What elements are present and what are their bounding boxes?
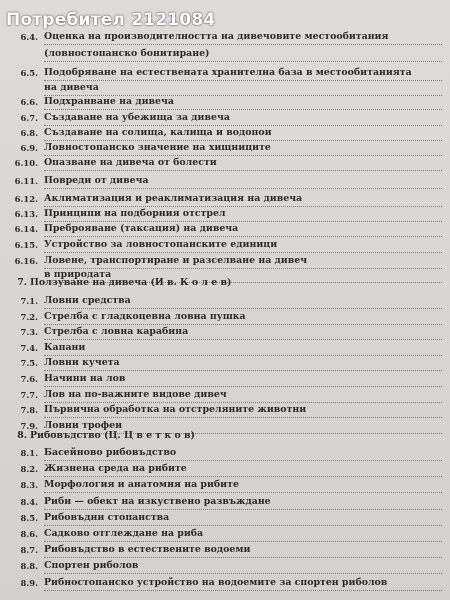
toc-entry-number: 6.13.: [14, 209, 38, 219]
chapter-8-heading: [0, 430, 450, 444]
toc-entry-number: 7.6.: [20, 374, 38, 384]
leader-dots: [44, 155, 442, 156]
toc-entry: [0, 127, 450, 141]
toc-entry: [0, 373, 450, 387]
toc-entry-number: 7.5.: [20, 358, 38, 369]
toc-entry-number: 7.3.: [20, 327, 38, 338]
chapter-title: Рибовъдство (Ц. Ц в е т к о в): [30, 430, 195, 441]
toc-entry: [0, 67, 450, 81]
toc-entry-title: Жизнена среда на рибите: [44, 463, 187, 475]
toc-entry-number: 6.10.: [14, 158, 38, 168]
user-watermark: Потребител 2121084: [6, 10, 216, 30]
toc-entry: [0, 295, 450, 309]
toc-entry-title: Преброяване (таксация) на дивеча: [44, 223, 239, 234]
leader-dots: [44, 188, 442, 189]
toc-entry: [0, 175, 450, 189]
toc-entry: [0, 96, 450, 110]
toc-entry: [0, 31, 450, 45]
toc-entry-title: Аклиматизация и реаклиматизация на дивеча: [44, 193, 303, 204]
toc-entry-number: 8.5.: [20, 512, 38, 523]
toc-entry: [0, 82, 450, 96]
toc-entry: [0, 544, 450, 558]
toc-entry-number: 8.7.: [20, 545, 38, 556]
chapter-7-heading: [0, 277, 450, 291]
leader-dots: [44, 509, 442, 510]
toc-entry: [0, 112, 450, 126]
toc-entry-number: 8.1.: [20, 448, 38, 458]
toc-entry-title: Оценка на производителността на дивечовите местообитания: [44, 31, 389, 42]
toc-entry-title: Рибностопанско устройство на водоемите за спортен риболов: [44, 576, 388, 588]
toc-entry-title: (ловностопанско бонитиране): [44, 48, 210, 59]
toc-entry-number: 8.8.: [20, 561, 38, 572]
toc-entry-title: Устройство за ловностопанските единици: [44, 239, 278, 250]
toc-entry-title: Ловни средства: [44, 295, 131, 306]
toc-entry-title: Морфология и анатомия на рибите: [44, 479, 239, 491]
toc-entry-title: Рибовъдни стопанства: [44, 511, 170, 523]
toc-entry: [0, 512, 450, 526]
toc-entry: [0, 208, 450, 222]
toc-entry: [0, 404, 450, 418]
toc-entry-title: Басейново рибовъдство: [44, 447, 177, 458]
toc-entry-title: в природата: [44, 269, 112, 280]
leader-dots: [44, 541, 442, 542]
toc-entry-number: 7.2.: [20, 311, 38, 322]
toc-entry: [0, 560, 450, 574]
leader-dots: [44, 125, 442, 126]
chapter-number: 7.: [17, 277, 27, 288]
toc-entry: [0, 193, 450, 207]
leader-dots: [44, 339, 442, 340]
toc-entry-title: Създаване на солища, калища и водопои: [44, 127, 272, 138]
toc-entry: [0, 157, 450, 171]
toc-entry-title: Ловене, транспортиране и разселване на дивеч: [44, 255, 308, 266]
toc-entry-title: Спортен риболов: [44, 560, 139, 572]
leader-dots: [44, 525, 442, 526]
toc-entry-title: Повреди от дивеча: [44, 175, 149, 186]
leader-dots: [44, 80, 442, 81]
toc-entry-number: 6.16.: [14, 256, 38, 266]
leader-dots: [44, 221, 442, 222]
toc-entry-title: Опазване на дивеча от болести: [44, 157, 217, 168]
leader-dots: [44, 590, 442, 591]
leader-dots: [44, 140, 442, 141]
toc-entry-number: 8.9.: [20, 577, 38, 588]
toc-entry-title: Принципи на подборния отстрел: [44, 208, 226, 219]
toc-entry-title: Подхранване на дивеча: [44, 96, 174, 107]
toc-entry-number: 6.5.: [20, 68, 38, 78]
toc-entry: [0, 528, 450, 542]
chapter-number: 8.: [17, 430, 27, 441]
toc-entry-title: Капани: [44, 341, 86, 353]
toc-entry-title: Лов на по-важните видове дивеч: [44, 388, 227, 400]
toc-entry: [0, 389, 450, 403]
leader-dots: [44, 386, 442, 387]
toc-entry: [0, 142, 450, 156]
toc-entry: [0, 311, 450, 325]
toc-entry-number: 6.9.: [20, 143, 38, 153]
toc-entry-number: 6.15.: [14, 240, 38, 250]
leader-dots: [44, 417, 442, 418]
leader-dots: [44, 170, 442, 171]
leader-dots: [44, 236, 442, 237]
toc-entry-title: Ловни кучета: [44, 357, 120, 369]
leader-dots: [44, 573, 442, 574]
chapter-title: Ползуване на дивеча (И в. К о л е в): [30, 277, 232, 288]
toc-entry-title: Създаване на убежища за дивеча: [44, 112, 230, 123]
leader-dots: [44, 370, 442, 371]
toc-entry-title: Ловни трофеи: [44, 419, 123, 431]
toc-entry-number: 6.6.: [20, 97, 38, 107]
toc-entry: [0, 223, 450, 237]
leader-dots: [44, 206, 442, 207]
toc-entry-number: 8.4.: [20, 496, 38, 507]
toc-entry: [0, 447, 450, 461]
toc-entry-title: Начини на лов: [44, 373, 126, 384]
toc-entry: [0, 479, 450, 493]
toc-entry: [0, 577, 450, 591]
toc-entry: [0, 326, 450, 340]
toc-entry-number: 6.12.: [14, 194, 38, 204]
leader-dots: [44, 460, 442, 461]
toc-entry: [0, 48, 450, 62]
leader-dots: [44, 308, 442, 309]
leader-dots: [44, 557, 442, 558]
toc-entry-title: Риби — обект на изкуствено развъждане: [44, 495, 271, 507]
toc-entry: [0, 255, 450, 269]
leader-dots: [44, 492, 442, 493]
toc-entry-title: Рибовъдство в естествените водоеми: [44, 544, 251, 556]
toc-entry: [0, 463, 450, 477]
toc-entry-number: 8.6.: [20, 529, 38, 539]
toc-entry-number: 6.11.: [14, 176, 38, 186]
toc-entry-number: 8.2.: [20, 464, 38, 475]
leader-dots: [44, 324, 442, 325]
toc-entry-number: 7.7.: [20, 389, 38, 400]
toc-entry-number: 6.7.: [20, 113, 38, 123]
toc-entry-number: 7.8.: [20, 405, 38, 416]
toc-entry-title: Стрелба с гладкоцевна ловна пушка: [44, 310, 246, 322]
toc-entry-number: 8.3.: [20, 480, 38, 491]
toc-entry-title: на дивеча: [44, 82, 99, 93]
toc-entry: [0, 342, 450, 356]
toc-entry-number: 6.8.: [20, 128, 38, 138]
leader-dots: [44, 44, 442, 45]
leader-dots: [44, 252, 442, 253]
toc-entry-title: Първична обработка на отстреляните животни: [44, 404, 307, 416]
leader-dots: [44, 402, 442, 403]
leader-dots: [44, 109, 442, 110]
toc-entry: [0, 357, 450, 371]
toc-entry-number: 7.9.: [20, 420, 38, 431]
toc-entry-title: Стрелба с ловна карабина: [44, 326, 189, 338]
toc-entry-number: 6.4.: [20, 32, 38, 42]
toc-entry-title: Садково отглеждане на риба: [44, 528, 204, 539]
toc-entry-title: Ловностопанско значение на хищниците: [44, 142, 271, 153]
leader-dots: [44, 61, 442, 62]
toc-entry-number: 6.14.: [14, 224, 38, 234]
toc-entry-number: 7.4.: [20, 342, 38, 353]
leader-dots: [44, 355, 442, 356]
toc-entry: [0, 239, 450, 253]
toc-entry-title: Подобряване на естествената хранителна база в местообитанията: [44, 67, 412, 78]
toc-entry-number: 7.1.: [20, 296, 38, 306]
leader-dots: [44, 476, 442, 477]
toc-entry: [0, 496, 450, 510]
